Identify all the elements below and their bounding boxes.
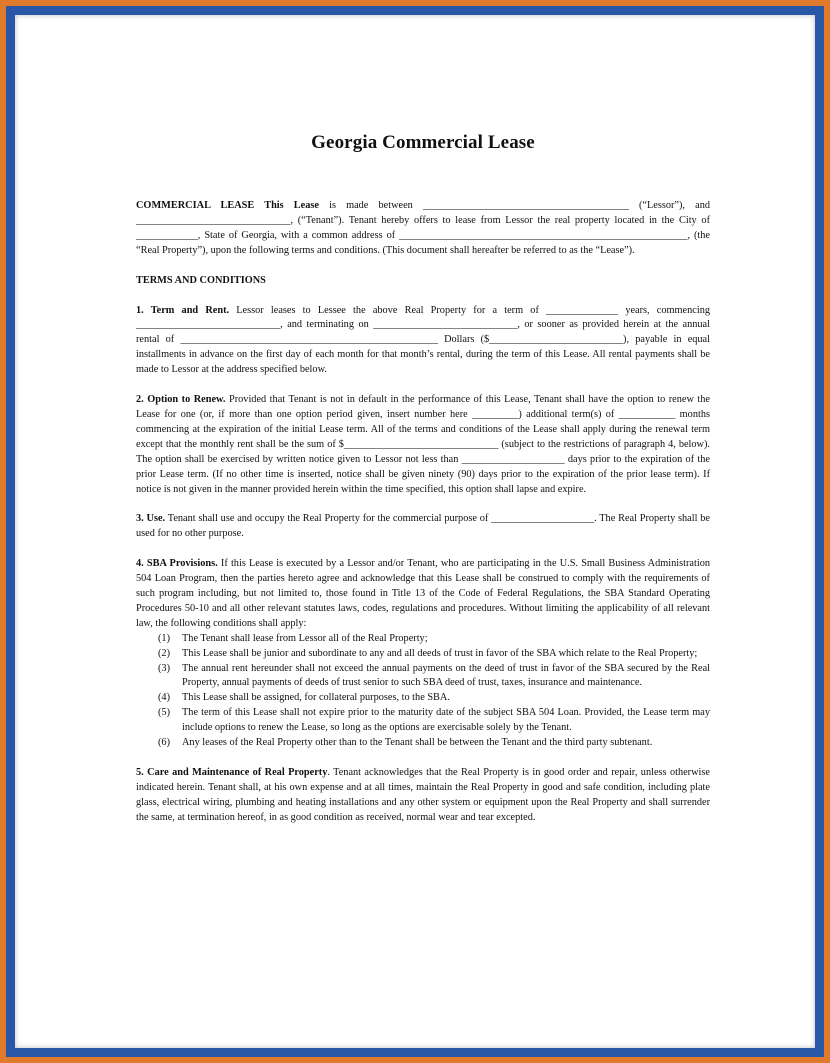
section-care-maintenance xyxy=(136,766,710,826)
list-item-text: This Lease shall be assigned, for collateral purposes, to the SBA. xyxy=(182,692,450,704)
list-item-text: The annual rent hereunder shall not exceed the annual payments on the deed of trust in favor of the SBA secured by the Real Property, annual payments of deeds of trust senior to such SBA deed of trust, taxes, insurance and maintenance. xyxy=(182,662,710,689)
list-item xyxy=(136,706,710,736)
section-body: Lessor leases to Lessee the above Real Property for a term of ______________ years, commencing ____________________________, and terminating on ____________________________, or sooner as provided herein at the annual rental of __________________________________________________ Dollars ($__________________________), payable in equal installments in advance on the first day of each month for that month’s rental, during the term of this Lease. All rental payments shall be made to Lessor at the address specified below. xyxy=(136,304,710,376)
list-item-text: Any leases of the Real Property other than to the Tenant shall be between the Tenant and the third party subtenant. xyxy=(182,737,653,749)
section-term-rent xyxy=(136,304,710,379)
list-item xyxy=(136,662,710,692)
section-body: If this Lease is executed by a Lessor and/or Tenant, who are participating in the U.S. Small Business Administration 504 Loan Program, then the parties hereto agree and acknowledge that this Lease shall be construed to comply with the requirements of such program including, but not limited to, those found in Title 13 of the Code of Federal Regulations, the SBA Standard Operating Procedures 50-10 and all other relevant statutes laws, codes, regulations and procedures. Without limiting the applicability of all relevant law, the following conditions shall apply: xyxy=(136,558,710,629)
section-sba xyxy=(136,557,710,632)
intro-lead: COMMERCIAL LEASE This Lease xyxy=(136,200,319,211)
list-item xyxy=(136,736,710,751)
list-item-number: (4) xyxy=(158,692,171,704)
list-item-number: (1) xyxy=(158,632,171,644)
list-item xyxy=(136,632,710,647)
document-content xyxy=(136,131,710,841)
terms-heading: TERMS AND CONDITIONS xyxy=(136,274,266,286)
list-item-number: (3) xyxy=(158,662,171,674)
intro-body: is made between ________________________________________ (“Lessor”), and ______________________________, (“Tenant”). Tenant hereby offers to lease from Lessor the real property located in the City of ____________, State of Georgia, with a common address of ________________________________________________________, (the “Real Property”), upon the following terms and conditions. (This document shall hereafter be referred to as the “Lease”). xyxy=(136,200,711,256)
document-title: Georgia Commercial Lease xyxy=(311,132,535,153)
list-item-text: This Lease shall be junior and subordinate to any and all deeds of trust in favor of the SBA which relate to the Real Property; xyxy=(182,647,698,659)
section-body: . Tenant acknowledges that the Real Property is in good order and repair, unless otherwise indicated herein. Tenant shall, at his own expense and at all times, maintain the Real Property in good and safe condition, including plate glass, electrical wiring, plumbing and heating installations and any other system or equipment upon the Real Property and shall surrender the same, at termination hereof, in as good condition as received, normal wear and tear excepted. xyxy=(136,767,710,823)
section-heading: 5. Care and Maintenance of Real Property xyxy=(136,767,328,778)
list-item-number: (6) xyxy=(158,737,171,749)
section-option-renew xyxy=(136,393,710,497)
list-item-number: (2) xyxy=(158,647,171,659)
list-item xyxy=(136,647,710,662)
list-item-text: The Tenant shall lease from Lessor all of the Real Property; xyxy=(182,632,428,644)
section-body: Tenant shall use and occupy the Real Property for the commercial purpose of ____________________. The Real Property shall be used for no other purpose. xyxy=(136,513,710,540)
section-heading: 4. SBA Provisions. xyxy=(136,558,218,570)
document-page xyxy=(15,15,815,1048)
sba-conditions-list xyxy=(136,632,710,751)
section-body: Provided that Tenant is not in default in the performance of this Lease, Tenant shall have the option to renew the Lease for one (or, if more than one option period given, insert number here _________) additional term(s) of ___________ months commencing at the expiration of the initial Lease term. All of the terms and conditions of the Lease shall apply during the renewal term except that the monthly rent shall be the sum of $______________________________ (subject to the restrictions of paragraph 4, below). The option shall be exercised by written notice given to Lessor not less than ____________________ days prior to the expiration of the prior Lease term. (If no other time is inserted, notice shall be given ninety (90) days prior to the expiration of the prior lease term). If notice is not given in the manner provided herein within the time specified, this option shall lapse and expire. xyxy=(136,394,710,495)
section-heading: 3. Use. xyxy=(136,513,166,525)
list-item-text: The term of this Lease shall not expire prior to the maturity date of the subject SBA 504 Loan. Provided, the Lease term may include options to renew the Lease, so long as the options are exercisable solely by the Tenant. xyxy=(182,707,710,734)
intro-paragraph xyxy=(136,199,710,259)
section-use xyxy=(136,512,710,542)
list-item-number: (5) xyxy=(158,707,171,719)
list-item xyxy=(136,691,710,706)
section-heading: 2. Option to Renew. xyxy=(136,394,226,406)
section-heading: 1. Term and Rent. xyxy=(136,304,230,316)
